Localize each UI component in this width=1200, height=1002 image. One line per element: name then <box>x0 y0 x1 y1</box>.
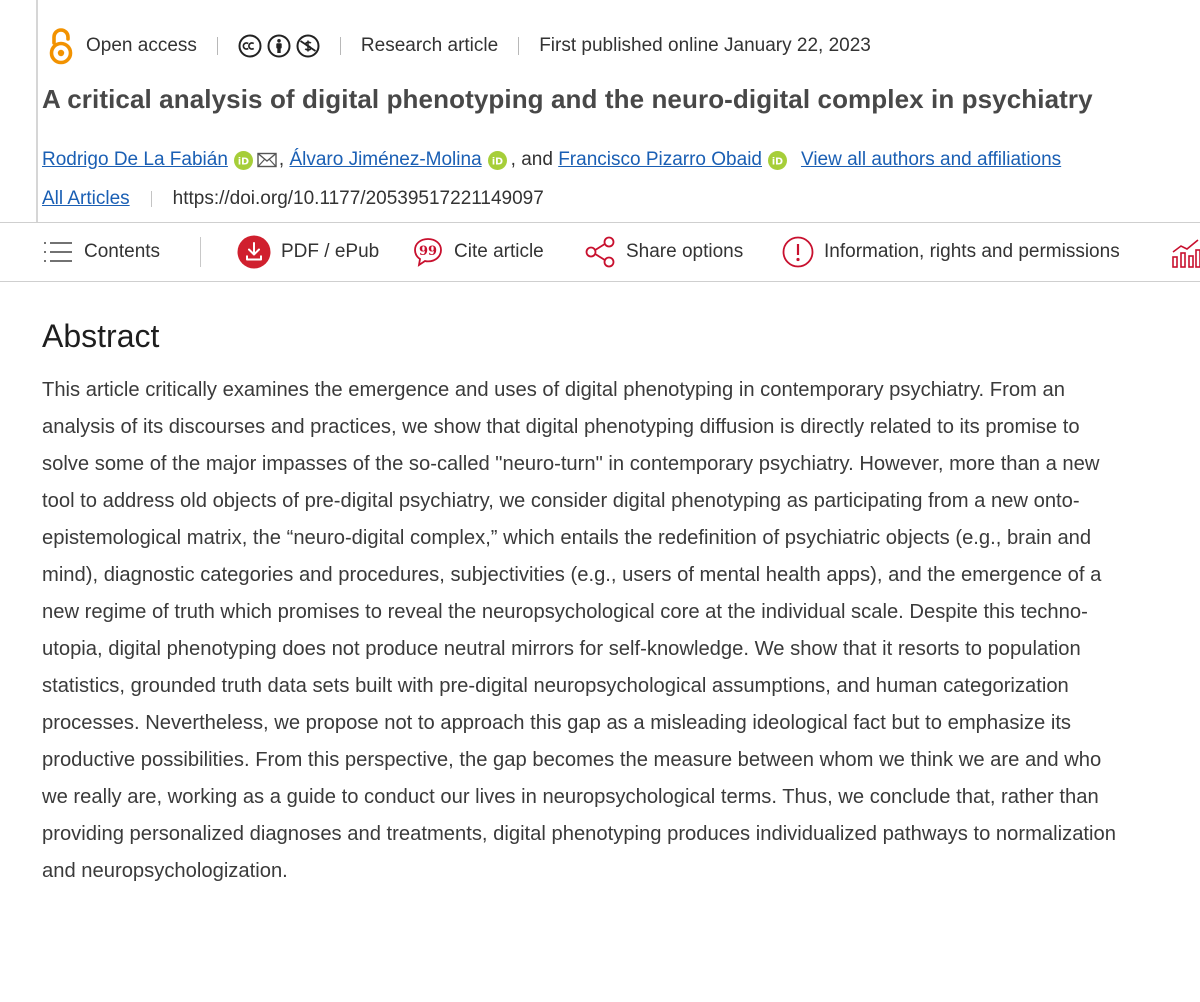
abstract-body: This article critically examines the emergence and uses of digital phenotyping in contemporary psychiatry. From an analysis of its discourses and practices, we show that digital phenotyping diffusion is directly related to its promise to solve some of the major impasses of the so-called "neuro-turn" in contemporary psychiatry. However, more than a new tool to address old objects of pre-digital psychiatry, we consider digital phenotyping as participating from a new onto-epistemological matrix, the “neuro-digital complex,” which entails the redefinition of psychiatric objects (e.g., brain and mind), diagnostic categories and procedures, subjectivities (e.g., users of mental health apps), and the emergence of a new regime of truth which promises to reveal the neuropsychological core at the individual scale. Despite this techno-utopia, digital phenotyping does not produce neutral mirrors for self-knowledge. We show that it resorts to population statistics, grounded truth data sets built with pre-digital neuropsychological assumptions, and human categorization processes. Nevertheless, we propose not to approach this gap as a misleading ideological fact but to emphasize its productive possibilities. From this perspective, the gap becomes the measure between whom we think we are and who we really are, working as a guide to conduct our lives in neuropsychological terms. Thus, we conclude that, rather than providing personalized diagnoses and treatments, digital phenotyping produces individualized pathways to normalization and neuropsychologization. <box>42 379 1116 882</box>
meta-divider <box>518 37 519 55</box>
doi-row <box>42 185 544 213</box>
svg-text:iD: iD <box>237 155 249 167</box>
publication-date: First published online January 22, 2023 <box>539 35 871 56</box>
envelope-icon[interactable] <box>257 152 277 168</box>
svg-text:iD: iD <box>491 155 503 167</box>
author-list <box>42 146 1061 174</box>
author-link[interactable]: Francisco Pizarro Obaid <box>558 149 762 170</box>
abstract-heading: Abstract <box>42 318 160 354</box>
metrics-button[interactable] <box>1171 223 1200 281</box>
cite-article-label: Cite article <box>454 241 544 262</box>
meta-divider <box>217 37 218 55</box>
contents-label: Contents <box>84 241 161 262</box>
bar-chart-icon <box>1171 236 1200 268</box>
list-icon <box>44 240 74 264</box>
info-icon <box>782 236 814 268</box>
download-icon <box>237 235 271 269</box>
orcid-icon[interactable] <box>488 151 507 170</box>
svg-text:99: 99 <box>418 244 438 259</box>
pdf-epub-button[interactable] <box>237 223 379 281</box>
share-options-label: Share options <box>626 241 744 262</box>
share-options-button[interactable] <box>584 223 743 281</box>
pdf-epub-label: PDF / ePub <box>281 241 380 262</box>
orcid-icon[interactable] <box>234 151 253 170</box>
cite-article-button[interactable] <box>412 223 544 281</box>
left-accent-rule <box>36 0 38 222</box>
author-link[interactable]: Rodrigo De La Fabián <box>42 149 228 170</box>
open-access-lock-icon <box>46 26 76 66</box>
all-articles-link[interactable]: All Articles <box>42 188 130 209</box>
share-icon <box>584 236 616 268</box>
by-icon <box>267 34 291 58</box>
article-type: Research article <box>360 35 499 56</box>
doi-text[interactable]: https://doi.org/10.1177/20539517221149097 <box>172 188 544 209</box>
article-toolbar <box>0 222 1200 282</box>
license-icons[interactable] <box>238 34 320 58</box>
toolbar-divider <box>200 237 201 267</box>
author-link[interactable]: Álvaro Jiménez-Molina <box>289 149 482 170</box>
doi-divider <box>151 191 152 207</box>
quote-icon <box>412 236 444 268</box>
information-rights-label: Information, rights and permissions <box>824 241 1120 262</box>
cc-icon <box>238 34 262 58</box>
contents-button[interactable] <box>44 223 160 281</box>
information-rights-button[interactable] <box>782 223 1120 281</box>
open-access-label: Open access <box>86 35 197 56</box>
meta-divider <box>340 37 341 55</box>
author-separator: , and <box>510 149 553 170</box>
nc-icon <box>296 34 320 58</box>
svg-text:iD: iD <box>771 155 784 167</box>
view-all-authors-link[interactable]: View all authors and affiliations <box>800 149 1062 170</box>
orcid-icon[interactable] <box>768 151 787 170</box>
author-separator: , <box>278 149 285 170</box>
article-meta-row <box>46 24 871 68</box>
article-title: A critical analysis of digital phenotyping and the neuro-digital complex in psychiatry <box>42 84 1093 114</box>
